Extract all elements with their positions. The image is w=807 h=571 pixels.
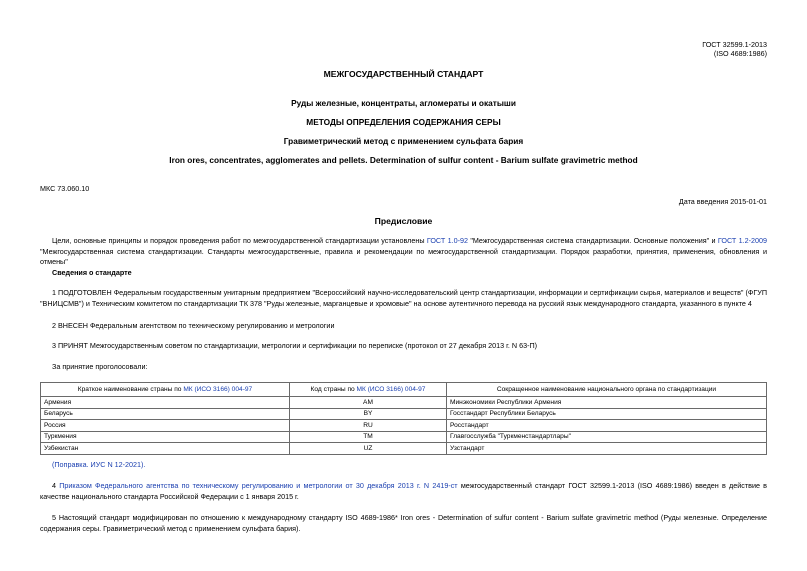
code-cell: BY — [290, 408, 447, 420]
item4-text: межгосударственный стандарт ГОСТ 32599.1-2013 (ISO 4689:1986) введен в действие в качестве национального стандарта Российской Федерации с 1 января 2015 г. — [40, 481, 767, 501]
table-row — [41, 397, 767, 409]
amendment-note — [40, 460, 767, 471]
country-cell: Армения — [41, 397, 290, 409]
mk-iso-3166-link[interactable]: МК (ИСО 3166) 004-97 — [183, 386, 253, 393]
table-row — [41, 420, 767, 432]
country-cell: Россия — [41, 420, 290, 432]
column-header-country: Краткое наименование страны по МК (ИСО 3166) 004-97 — [41, 383, 290, 397]
method-subtitle: Гравиметрический метод с применением сульфата бария — [283, 136, 524, 146]
organization-cell: Госстандарт Республики Беларусь — [447, 408, 767, 420]
preface-item-4 — [40, 481, 767, 502]
preface-item-3: 3 ПРИНЯТ Межгосударственным советом по стандартизации, метрологии и сертификации по переписке (протокол от 27 декабря 2013 г. N 63-П) — [52, 341, 538, 350]
preface-heading: Предисловие — [374, 216, 433, 226]
preface-paragraph-1 — [40, 236, 767, 268]
table-row — [41, 443, 767, 455]
country-cell: Беларусь — [41, 408, 290, 420]
code-cell: RU — [290, 420, 447, 432]
table-row — [41, 431, 767, 443]
p1-text-b: "Межгосударственная система стандартизации. Основные положения" и — [467, 236, 718, 245]
code-cell: UZ — [290, 443, 447, 455]
preface-item-1: 1 ПОДГОТОВЛЕН Федеральным государственным унитарным предприятием "Всероссийский научно-исследовательский центр стандартизации, информации и сертификации сырья, материалов и веществ" (ФГУП "ВНИЦСМВ") и Техническим комитетом по стандартизации ТК 378 "Руды железные, марганцевые и хромовые" на основе аутентичного перевода на русский язык международного стандарта, указанного в пункте 4 — [40, 288, 767, 308]
column-header-organization: Сокращенное наименование национального органа по стандартизации — [447, 383, 767, 397]
standard-type-title: МЕЖГОСУДАРСТВЕННЫЙ СТАНДАРТ — [323, 69, 484, 79]
organization-cell: Узстандарт — [447, 443, 767, 455]
table-header-row — [41, 383, 767, 397]
standard-info-heading: Сведения о стандарте — [52, 268, 132, 277]
country-cell: Туркмения — [41, 431, 290, 443]
p1-text-a: Цели, основные принципы и порядок проведения работ по межгосударственной стандартизации установлены — [52, 236, 427, 245]
preface-item-5: 5 Настоящий стандарт модифицирован по отношению к международному стандарту ISO 4689-1986* Iron ores - Determination of sulfur content - Barium sulfate gravimetric method (Руды железные. Определение содержания серы. Гравиметрический метод с применением сульфата бария). — [40, 513, 767, 533]
voting-countries-table — [40, 382, 767, 455]
p1-text-c: "Межгосударственная система стандартизации. Стандарты межгосударственные, правила и рекомендации по межгосударственной стандартизации. Порядок разработки, принятия, применения, обновления и отмены" — [40, 246, 767, 266]
code-cell: AM — [290, 397, 447, 409]
table-row — [41, 408, 767, 420]
voted-label: За принятие проголосовали: — [52, 362, 148, 371]
iso-number: (ISO 4689:1986) — [713, 49, 767, 58]
gost-1-0-92-link[interactable]: ГОСТ 1.0-92 — [426, 236, 468, 245]
methods-title: МЕТОДЫ ОПРЕДЕЛЕНИЯ СОДЕРЖАНИЯ СЕРЫ — [306, 117, 501, 127]
organization-cell: Главгосслужба "Туркменстандартлары" — [447, 431, 767, 443]
organization-cell: Росстандарт — [447, 420, 767, 432]
intro-date: Дата введения 2015-01-01 — [678, 197, 767, 206]
item4-number: 4 — [52, 481, 60, 490]
amendment-link[interactable]: (Поправка. ИУС N 12-2021). — [52, 460, 146, 469]
column-header-code: Код страны по МК (ИСО 3166) 004-97 — [290, 383, 447, 397]
english-title: Iron ores, concentrates, agglomerates and pellets. Determination of sulfur content - Barium sulfate gravimetric method — [169, 155, 638, 165]
country-cell: Узбекистан — [41, 443, 290, 455]
gost-number: ГОСТ 32599.1-2013 — [702, 40, 767, 49]
preface-item-2: 2 ВНЕСЕН Федеральным агентством по техническому регулированию и метрологии — [52, 321, 335, 330]
mks-code: МКС 73.060.10 — [40, 184, 90, 193]
subject-title: Руды железные, концентраты, агломераты и окатыши — [291, 98, 516, 108]
order-link[interactable]: Приказом Федерального агентства по техническому регулированию и метрологии от 30 декабря 2013 г. N 2419-ст — [59, 481, 458, 490]
mk-iso-3166-code-link[interactable]: МК (ИСО 3166) 004-97 — [356, 386, 426, 393]
code-cell: TM — [290, 431, 447, 443]
document-codes — [702, 40, 767, 58]
gost-1-2-2009-link[interactable]: ГОСТ 1.2-2009 — [717, 236, 767, 245]
organization-cell: Минэкономики Республики Армения — [447, 397, 767, 409]
